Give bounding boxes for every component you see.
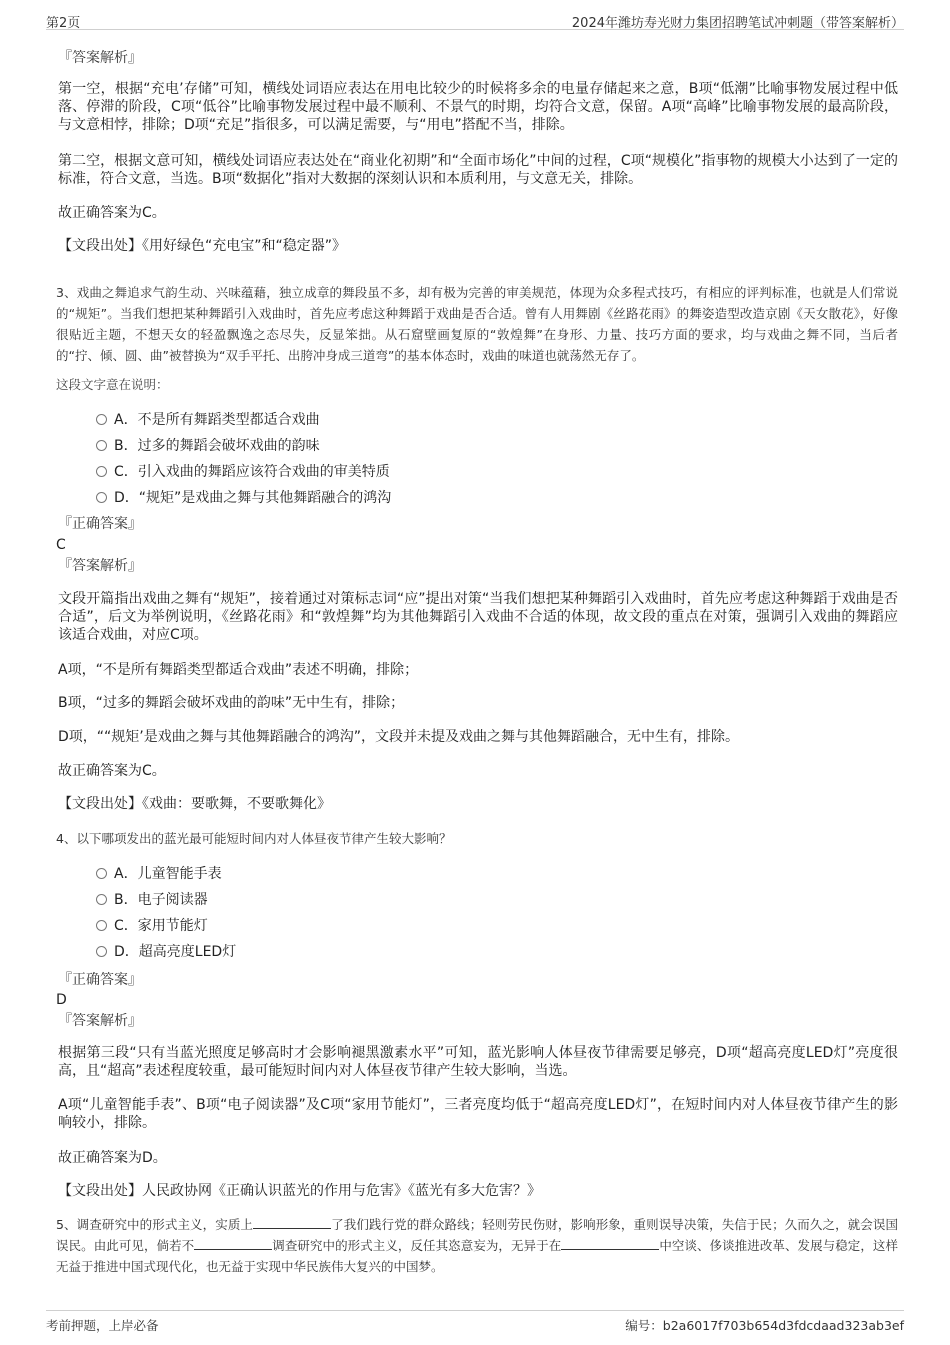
q4-analysis-para2: A项“儿童智能手表”、B项“电子阅读器”及C项“家用节能灯”，三者亮度均低于“超高亮度LED灯”，在短时间内对人体昼夜节律产生的影响较小，排除。 [58, 1097, 898, 1131]
radio-icon[interactable] [96, 466, 107, 477]
radio-icon[interactable] [96, 894, 107, 905]
answer-blank-2[interactable] [194, 1237, 272, 1250]
q3-analysis-b: B项，“过多的舞蹈会破坏戏曲的韵味”无中生有，排除； [58, 695, 405, 711]
q4-option-b[interactable]: B．电子阅读器 [96, 890, 208, 910]
document-title: 2024年潍坊寿光财力集团招聘笔试冲刺题（带答案解析） [571, 16, 904, 31]
q3-option-a[interactable]: A．不是所有舞蹈类型都适合戏曲 [96, 410, 320, 430]
page-header [46, 10, 904, 30]
q3-stem: 3、戏曲之舞追求气韵生动、兴味蕴藉，独立成章的舞段虽不多，却有极为完善的审美规范，体现为众多程式技巧，有相应的评判标准，也就是人们常说的“规矩”。当我们想把某种舞蹈引入戏曲时，首先应考虑这种舞蹈于戏曲是否合适。曾有人用舞剧《丝路花雨》的舞姿造型改造京剧《天女散花》，好像很贴近主题，不想天女的轻盈飘逸之态尽失，反显笨拙。从石窟壁画复原的“敦煌舞”在身形、力量、技巧方面的要求，均与戏曲之舞不同，当后者的“拧、倾、圆、曲”被替换为“双手平托、出胯冲身成三道弯”的基本体态时，戏曲的味道也就荡然无存了。 [56, 285, 898, 363]
radio-icon[interactable] [96, 920, 107, 931]
q3-option-c[interactable]: C．引入戏曲的舞蹈应该符合戏曲的审美特质 [96, 462, 390, 482]
q4-analysis-label: 『答案解析』 [58, 1013, 142, 1029]
q3-analysis-a: A项，“不是所有舞蹈类型都适合戏曲”表述不明确，排除； [58, 662, 419, 678]
q4-analysis-para1: 根据第三段“只有当蓝光照度足够高时才会影响褪黑激素水平”可知，蓝光影响人体昼夜节律需要足够亮，D项“超高亮度LED灯”亮度很高，且“超高”表述程度较重，最可能短时间内对人体昼夜节律产生较大影响，当选。 [58, 1045, 898, 1079]
radio-icon[interactable] [96, 868, 107, 879]
q4-source: 【文段出处】人民政协网《正确认识蓝光的作用与危害》《蓝光有多大危害？》 [58, 1183, 541, 1199]
q4-correct-answer: D [56, 992, 67, 1008]
q3-option-d[interactable]: D．“规矩”是戏曲之舞与其他舞蹈融合的鸿沟 [96, 488, 391, 508]
q4-conclusion: 故正确答案为D。 [58, 1150, 167, 1166]
q2-analysis-para1: 第一空，根据“充电’存储”可知，横线处词语应表达在用电比较少的时候将多余的电量存储起来之意，B项“低潮”比喻事物发展过程中低落、停滞的阶段，C项“低谷”比喻事物发展过程中最不顺利、不景气的时期，均符合文意，保留。A项“高峰”比喻事物发展的最高阶段，与文意相悖，排除；D项“充足”指很多，可以满足需要，与“用电”搭配不当，排除。 [58, 81, 898, 133]
q4-option-d[interactable]: D．超高亮度LED灯 [96, 942, 236, 962]
q4-stem: 4、以下哪项发出的蓝光最可能短时间内对人体昼夜节律产生较大影响？ [56, 831, 452, 846]
q4-correct-label: 『正确答案』 [58, 972, 142, 988]
q2-analysis-label: 『答案解析』 [58, 50, 142, 66]
q2-conclusion: 故正确答案为C。 [58, 205, 166, 221]
radio-icon[interactable] [96, 946, 107, 957]
q3-conclusion: 故正确答案为C。 [58, 763, 166, 779]
q3-analysis-label: 『答案解析』 [58, 558, 142, 574]
q3-correct-answer: C [56, 537, 66, 553]
q3-analysis-para1: 文段开篇指出戏曲之舞有“规矩”，接着通过对策标志词“应”提出对策“当我们想把某种舞蹈引入戏曲时，首先应考虑这种舞蹈于戏曲是否合适”，后文为举例说明，《丝路花雨》和“敦煌舞”均为其他舞蹈引入戏曲不合适的体现，故文段的重点在对策，强调引入戏曲的舞蹈应该适合戏曲，对应C项。 [58, 591, 898, 643]
page-number: 第2页 [46, 16, 81, 31]
q3-option-b[interactable]: B．过多的舞蹈会破坏戏曲的韵味 [96, 436, 320, 456]
page-footer [46, 1310, 904, 1332]
radio-icon[interactable] [96, 414, 107, 425]
q3-correct-label: 『正确答案』 [58, 516, 142, 532]
radio-icon[interactable] [96, 492, 107, 503]
q4-option-a[interactable]: A．儿童智能手表 [96, 864, 222, 884]
q4-option-c[interactable]: C．家用节能灯 [96, 916, 208, 936]
answer-blank-3[interactable] [561, 1237, 659, 1250]
q3-source: 【文段出处】《戏曲：要歌舞，不要歌舞化》 [58, 796, 331, 812]
q2-analysis-para2: 第二空，根据文意可知，横线处词语应表达处在“商业化初期”和“全面市场化”中间的过程，C项“规模化”指事物的规模大小达到了一定的标准，符合文意，当选。B项“数据化”指对大数据的深刻认识和本质利用，与文意无关，排除。 [58, 153, 898, 187]
radio-icon[interactable] [96, 440, 107, 451]
q3-analysis-d: D项，““规矩’是戏曲之舞与其他舞蹈融合的鸿沟”，文段并未提及戏曲之舞与其他舞蹈融合，无中生有，排除。 [58, 729, 739, 745]
q5-stem: 5、调查研究中的形式主义，实质上 了我们践行党的群众路线；轻则劳民伤财，影响形象，重则误导决策，失信于民；久而久之，就会误国误民。由此可见，倘若不 调查研究中的形式主义，反任其恣意妄为，无异于在 中空谈、侈谈推进改革、发展与稳定，这样无益于推进中国式现代化，也无益于实现中华民族伟大复兴的中国梦。 [56, 1217, 898, 1274]
answer-blank-1[interactable] [253, 1216, 331, 1229]
q2-source: 【文段出处】《用好绿色“充电宝”和“稳定器”》 [58, 238, 347, 254]
document-code: 编号：b2a6017f703b654d3fdcdaad323ab3ef [625, 1318, 904, 1333]
footer-slogan: 考前押题，上岸必备 [46, 1318, 159, 1333]
q3-prompt: 这段文字意在说明： [56, 377, 169, 392]
